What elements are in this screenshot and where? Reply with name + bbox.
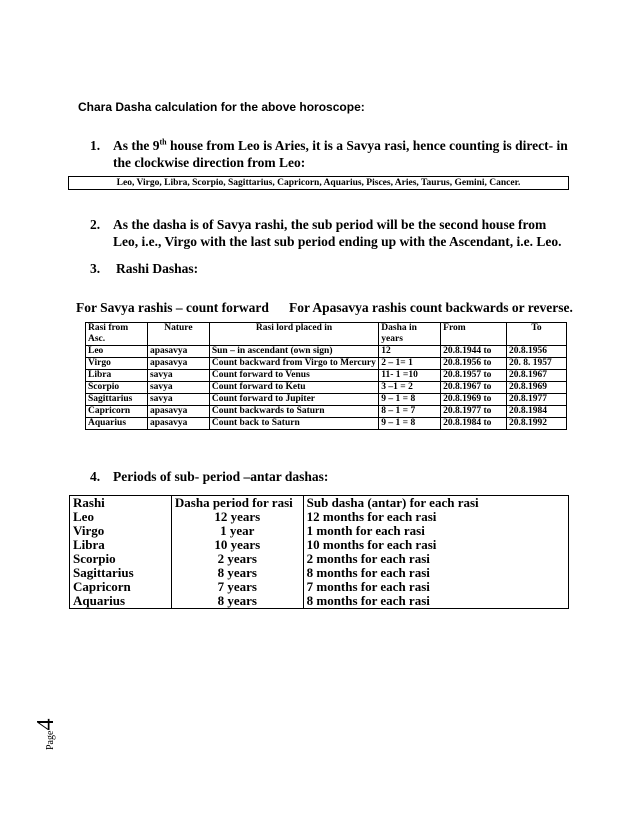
list-text: As the 9th house from Leo is Aries, it is a Savya rasi, hence counting is direct- in the clockwise direction from Leo: <box>113 137 568 170</box>
table-row <box>86 370 567 382</box>
cell-lord: Count forward to Ketu <box>209 382 378 394</box>
cell-rashi: Leo <box>70 510 172 524</box>
cell-dasha: 9 – 1 = 8 <box>379 394 441 406</box>
cell-period: 10 years <box>171 538 303 552</box>
cell-sub: 10 months for each rasi <box>303 538 568 552</box>
table-row <box>70 566 569 580</box>
table-row <box>70 524 569 538</box>
list-number: 2. <box>90 217 101 232</box>
cell-period: 8 years <box>171 594 303 609</box>
cell-nature: savya <box>147 382 209 394</box>
page-number: 4 <box>33 718 59 731</box>
table-row <box>86 406 567 418</box>
table-row <box>70 510 569 524</box>
cell-rashi: Scorpio <box>70 552 172 566</box>
list-item-4 <box>90 468 570 485</box>
cell-lord: Count backwards to Saturn <box>209 406 378 418</box>
cell-period: 8 years <box>171 566 303 580</box>
list-item-1 <box>90 137 570 171</box>
cell-sub: 7 months for each rasi <box>303 580 568 594</box>
cell-lord: Count forward to Venus <box>209 370 378 382</box>
cell-lord: Sun – in ascendant (own sign) <box>209 346 378 358</box>
cell-nature: savya <box>147 394 209 406</box>
cell-period: 7 years <box>171 580 303 594</box>
cell-to: 20.8.1969 <box>507 382 567 394</box>
cell-rashi: Libra <box>70 538 172 552</box>
cell-rashi: Sagittarius <box>70 566 172 580</box>
antar-dasha-table <box>69 495 569 609</box>
list-text: Rashi Dashas: <box>116 261 199 276</box>
cell-rashi: Capricorn <box>70 580 172 594</box>
list-text: As the dasha is of Savya rashi, the sub period will be the second house from Leo, i.e., Virgo with the last sub period ending up with the Ascendant, i.e. Leo. <box>113 217 562 249</box>
cell-rasi: Leo <box>86 346 148 358</box>
cell-rasi: Aquarius <box>86 418 148 430</box>
ordinal-superscript: th <box>159 137 167 147</box>
cell-sub: 8 months for each rasi <box>303 594 568 609</box>
cell-dasha: 2 – 1= 1 <box>379 358 441 370</box>
section-heading: Chara Dasha calculation for the above horoscope: <box>78 100 365 114</box>
table-row <box>86 418 567 430</box>
cell-from: 20.8.1969 to <box>441 394 507 406</box>
cell-rashi: Virgo <box>70 524 172 538</box>
table-row <box>70 580 569 594</box>
list-number: 4. <box>90 469 101 484</box>
cell-to: 20.8.1967 <box>507 370 567 382</box>
header-lord: Rasi lord placed in <box>209 323 378 346</box>
cell-dasha: 8 – 1 = 7 <box>379 406 441 418</box>
cell-to: 20.8.1956 <box>507 346 567 358</box>
table-header-row <box>86 323 567 346</box>
cell-nature: apasavya <box>147 418 209 430</box>
cell-sub: 1 month for each rasi <box>303 524 568 538</box>
header-rashi: Rashi <box>70 496 172 511</box>
cell-from: 20.8.1956 to <box>441 358 507 370</box>
cell-nature: apasavya <box>147 406 209 418</box>
cell-period: 12 years <box>171 510 303 524</box>
cell-rashi: Aquarius <box>70 594 172 609</box>
cell-sub: 8 months for each rasi <box>303 566 568 580</box>
header-dasha: Dasha in years <box>379 323 441 346</box>
cell-to: 20.8.1992 <box>507 418 567 430</box>
cell-sub: 12 months for each rasi <box>303 510 568 524</box>
cell-period: 1 year <box>171 524 303 538</box>
list-text: Periods of sub- period –antar dashas: <box>113 469 329 484</box>
cell-from: 20.8.1967 to <box>441 382 507 394</box>
page-marker <box>33 719 60 750</box>
header-nature: Nature <box>147 323 209 346</box>
apasavya-rule: For Apasavya rashis count backwards or reverse. <box>289 300 573 315</box>
cell-rasi: Scorpio <box>86 382 148 394</box>
cell-period: 2 years <box>171 552 303 566</box>
table-row <box>70 538 569 552</box>
cell-to: 20. 8. 1957 <box>507 358 567 370</box>
table-row <box>70 552 569 566</box>
header-to: To <box>507 323 567 346</box>
cell-dasha: 11- 1 =10 <box>379 370 441 382</box>
header-from: From <box>441 323 507 346</box>
cell-to: 20.8.1977 <box>507 394 567 406</box>
cell-lord: Count back to Saturn <box>209 418 378 430</box>
rashi-dasha-table <box>85 322 567 430</box>
sign-sequence-box: Leo, Virgo, Libra, Scorpio, Sagittarius, Capricorn, Aquarius, Pisces, Aries, Taurus, Gemini, Cancer. <box>68 176 569 190</box>
cell-from: 20.8.1944 to <box>441 346 507 358</box>
list-item-2 <box>90 216 570 250</box>
cell-from: 20.8.1957 to <box>441 370 507 382</box>
table-row <box>86 382 567 394</box>
table-header-row <box>70 496 569 511</box>
cell-rasi: Libra <box>86 370 148 382</box>
cell-rasi: Virgo <box>86 358 148 370</box>
header-sub: Sub dasha (antar) for each rasi <box>303 496 568 511</box>
cell-from: 20.8.1977 to <box>441 406 507 418</box>
cell-lord: Count backward from Virgo to Mercury <box>209 358 378 370</box>
table-row <box>86 358 567 370</box>
list-number: 3. <box>90 261 101 276</box>
cell-from: 20.8.1984 to <box>441 418 507 430</box>
cell-lord: Count forward to Jupiter <box>209 394 378 406</box>
savya-rule: For Savya rashis – count forward <box>76 300 269 315</box>
list-number: 1. <box>90 138 101 153</box>
table-row <box>86 394 567 406</box>
page-word: Page <box>45 730 56 750</box>
table-row <box>70 594 569 609</box>
header-rasi-from: Rasi from Asc. <box>86 323 148 346</box>
cell-nature: savya <box>147 370 209 382</box>
cell-nature: apasavya <box>147 358 209 370</box>
cell-nature: apasavya <box>147 346 209 358</box>
list-item-3 <box>90 260 570 277</box>
cell-rasi: Sagittarius <box>86 394 148 406</box>
table-row <box>86 346 567 358</box>
cell-dasha: 3 –1 = 2 <box>379 382 441 394</box>
cell-to: 20.8.1984 <box>507 406 567 418</box>
cell-dasha: 12 <box>379 346 441 358</box>
cell-rasi: Capricorn <box>86 406 148 418</box>
cell-dasha: 9 – 1 = 8 <box>379 418 441 430</box>
header-period: Dasha period for rasi <box>171 496 303 511</box>
cell-sub: 2 months for each rasi <box>303 552 568 566</box>
